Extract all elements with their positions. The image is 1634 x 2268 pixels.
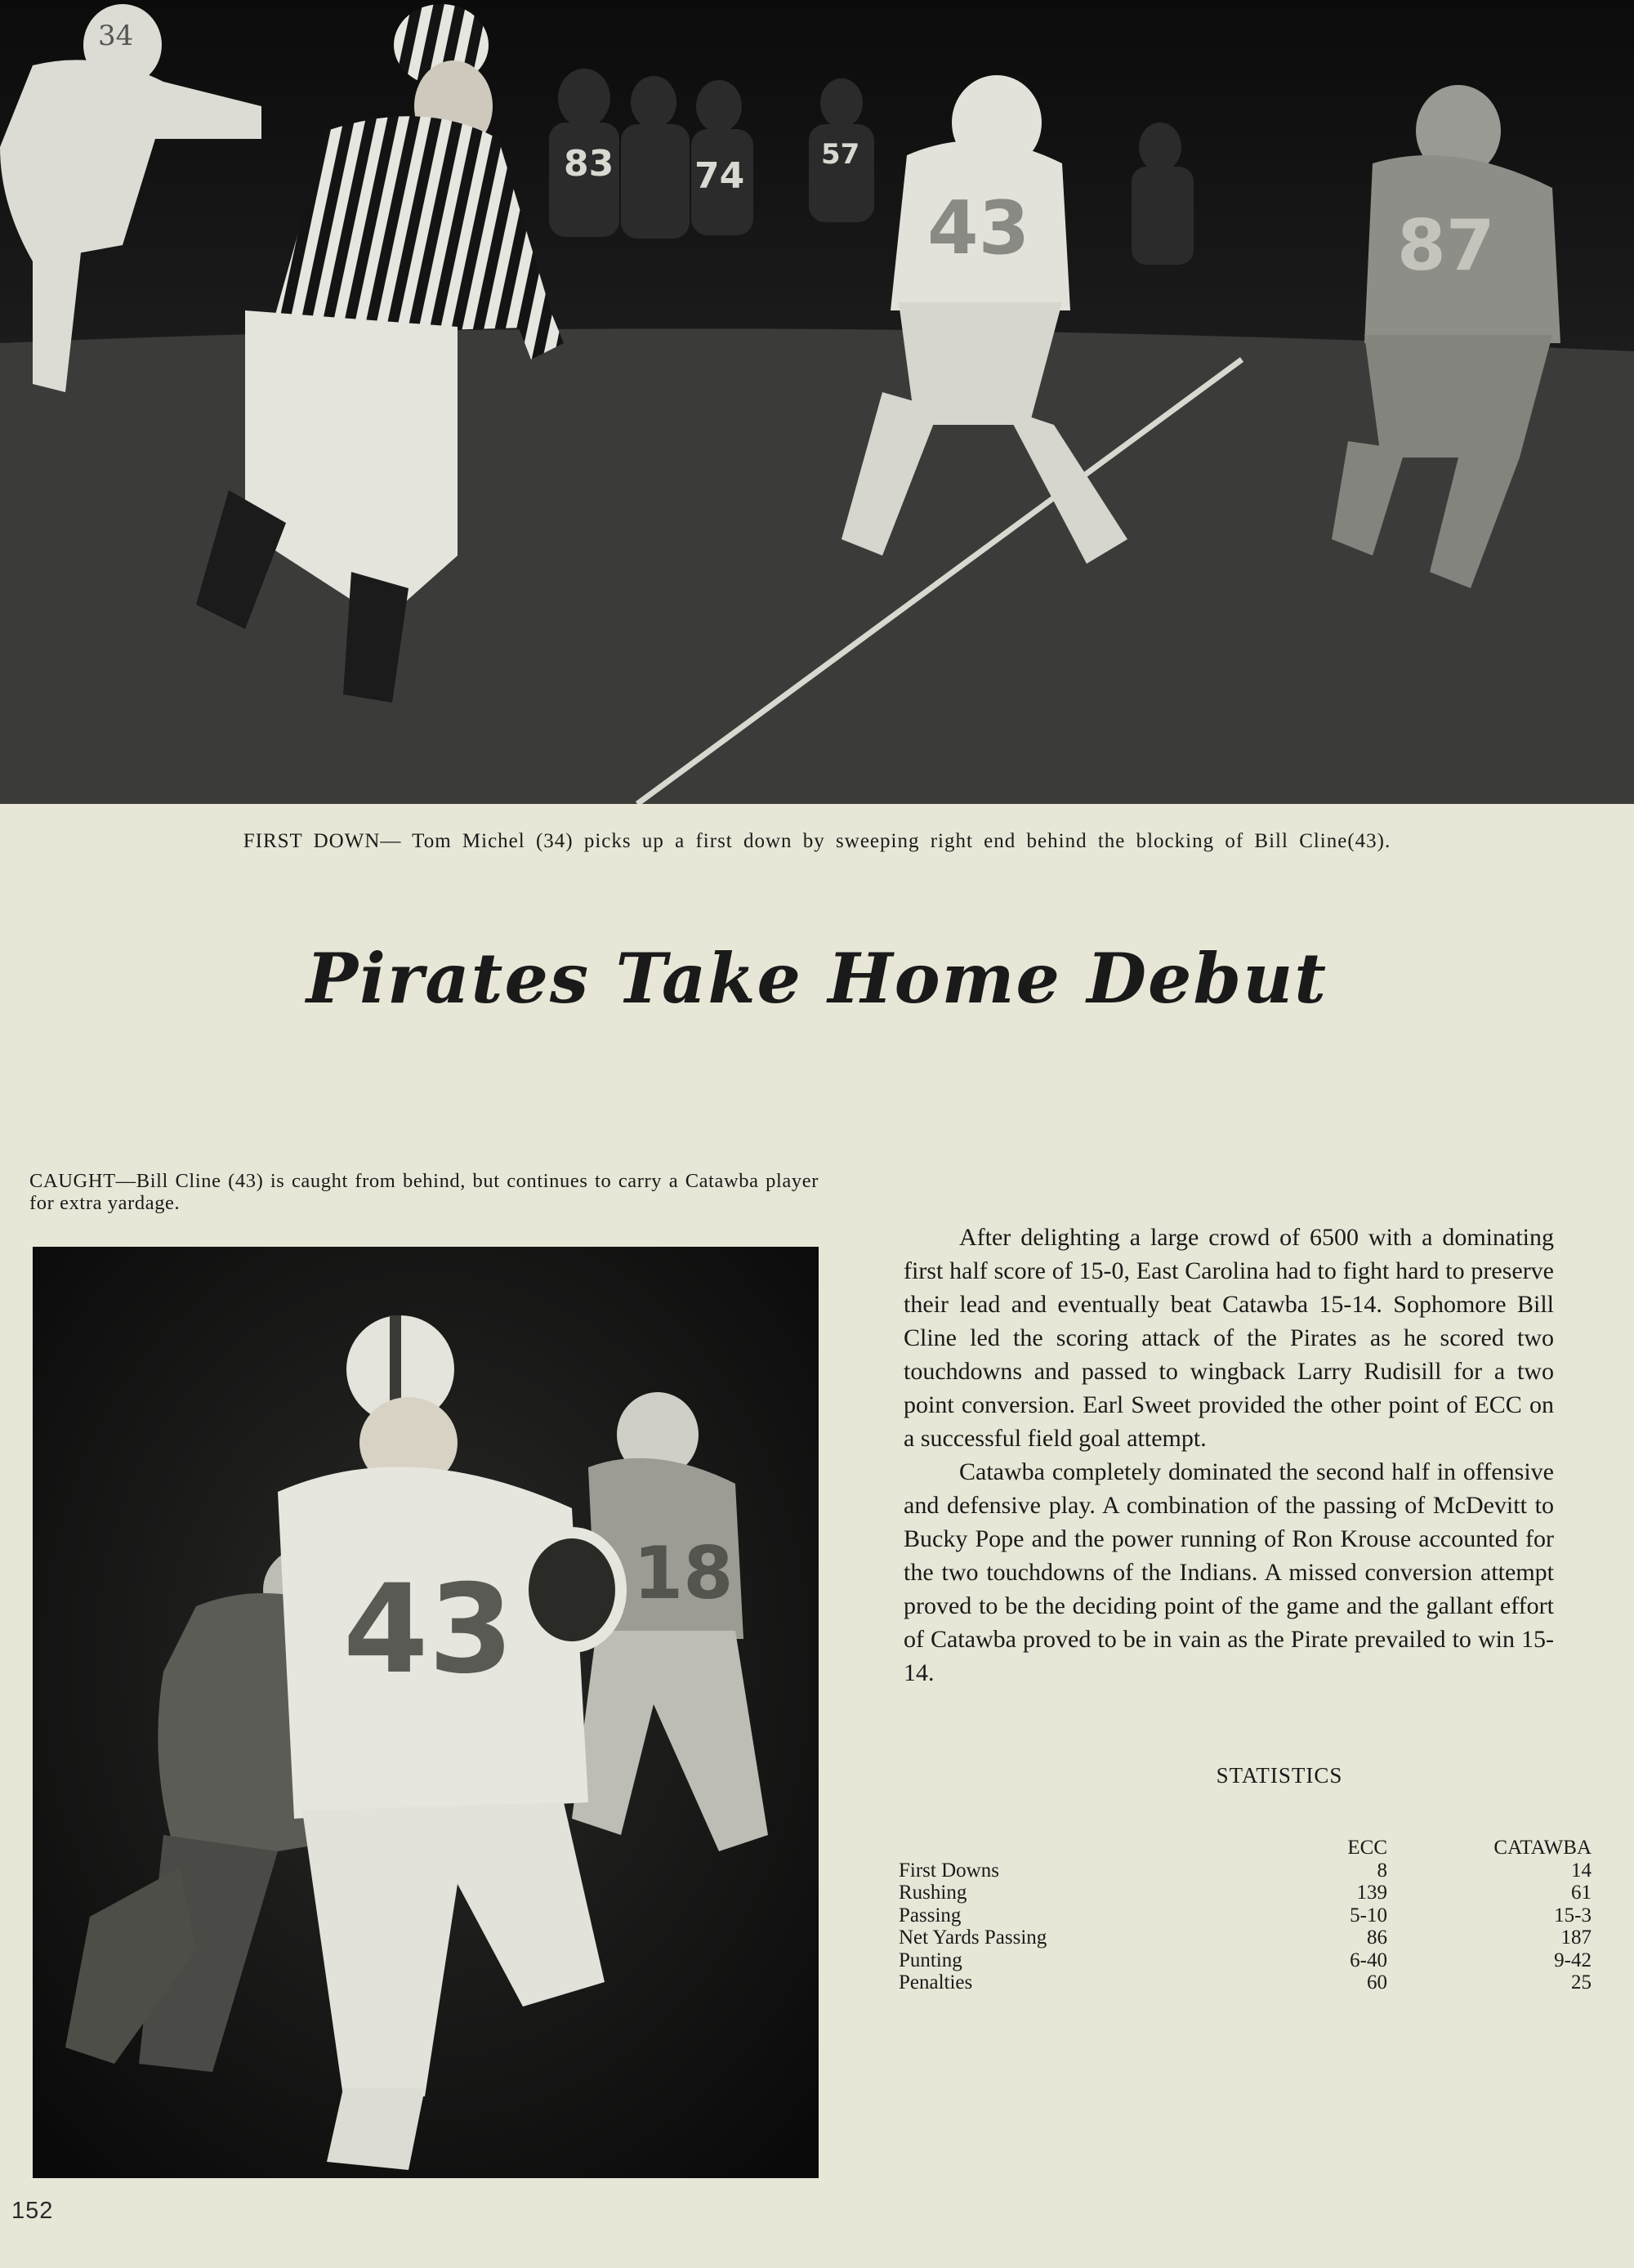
table-row (899, 1904, 1592, 1927)
jersey-number-83: 83 (564, 143, 614, 185)
top-photo-caption: FIRST DOWN— Tom Michel (34) picks up a first down by sweeping right end behind the blocking of Bill Cline(43). (243, 830, 1391, 852)
stat-catawba-value: 9-42 (1554, 1949, 1592, 1971)
stat-ecc-value: 139 (1356, 1882, 1387, 1904)
table-row (899, 1926, 1592, 1949)
bottom-photo-caption: CAUGHT—Bill Cline (43) is caught from behind, but continues to carry a Catawba player for extra yardage. (29, 1170, 819, 1214)
stat-ecc-value: 60 (1367, 1971, 1387, 1993)
article-body (904, 1221, 1554, 1690)
jersey-number-43: 43 (927, 185, 1030, 271)
header-ecc: ECC (1347, 1837, 1387, 1859)
article-headline: Pirates Take Home Debut (306, 938, 1328, 1019)
page-number: 152 (11, 2198, 54, 2224)
stat-label: First Downs (899, 1859, 999, 1882)
stat-label: Passing (899, 1904, 962, 1926)
bottom-football-photo (33, 1247, 819, 2178)
stat-ecc-value: 5-10 (1350, 1904, 1387, 1926)
table-row (899, 1971, 1592, 1994)
jersey-number-18: 18 (633, 1531, 734, 1615)
jersey-number-43-bottom: 43 (343, 1559, 514, 1701)
stat-catawba-value: 187 (1560, 1926, 1592, 1949)
header-catawba: CATAWBA (1493, 1837, 1592, 1859)
stat-label: Penalties (899, 1971, 973, 1993)
stat-catawba-value: 14 (1571, 1859, 1592, 1882)
stat-label: Punting (899, 1949, 962, 1971)
statistics-table (899, 1837, 1592, 1994)
stat-catawba-value: 25 (1571, 1971, 1592, 1993)
statistics-header-row (899, 1837, 1592, 1859)
table-row (899, 1859, 1592, 1882)
statistics-title: STATISTICS (1216, 1763, 1343, 1788)
article-paragraph: After delighting a large crowd of 6500 with a dominating first half score of 15-0, East Carolina had to fight hard to preserve their lead and eventually beat Catawba 15-14. Sophomore Bill Cline led the scoring attack of the Pirates as he scored two touchdowns and passed to wingback Larry Rudisill for a two point conversion. Earl Sweet provided the other point of ECC on a successful field goal attempt. (904, 1224, 1554, 1452)
top-photo-image (0, 0, 1634, 804)
stat-ecc-value: 6-40 (1350, 1949, 1387, 1971)
stat-label: Rushing (899, 1882, 967, 1904)
stat-catawba-value: 15-3 (1554, 1904, 1592, 1926)
jersey-number-57: 57 (821, 138, 860, 171)
jersey-number-87: 87 (1397, 205, 1495, 287)
stat-ecc-value: 86 (1367, 1926, 1387, 1949)
stat-label: Net Yards Passing (899, 1926, 1047, 1949)
stat-ecc-value: 8 (1377, 1859, 1387, 1882)
table-row (899, 1882, 1592, 1904)
jersey-number-34: 34 (98, 20, 134, 52)
header-label-column (899, 1837, 1257, 1859)
jersey-number-74: 74 (694, 155, 745, 197)
stat-catawba-value: 61 (1571, 1882, 1592, 1904)
top-football-photo (0, 0, 1634, 804)
table-row (899, 1949, 1592, 1972)
article-paragraph: Catawba completely dominated the second half in offensive and defensive play. A combination of the passing of McDevitt to Bucky Pope and the power running of Ron Krouse accounted for the two touchdowns of the Indians. A missed conversion attempt proved to be the deciding point of the game and the gallant effort of Catawba proved to be in vain as the Pirate prevailed to win 15-14. (904, 1458, 1554, 1686)
bottom-photo-image (33, 1247, 819, 2178)
